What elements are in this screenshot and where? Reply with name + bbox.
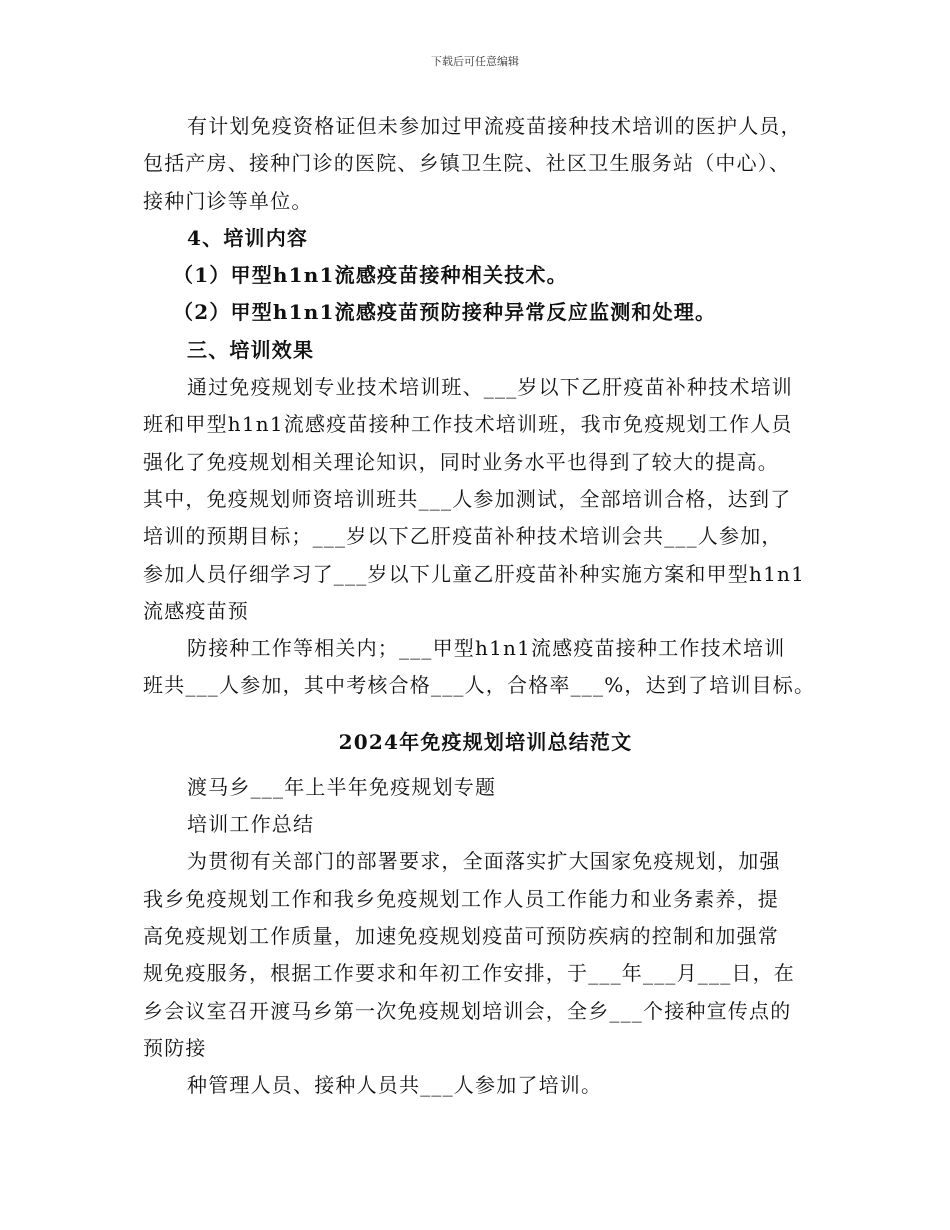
text-line: 渡马乡___年上半年免疫规划专题 xyxy=(187,774,497,799)
results-paragraph-1 xyxy=(143,369,828,630)
text-line: 为贯彻有关部门的部署要求，全面落实扩大国家免疫规划，加强 xyxy=(187,849,781,874)
text-line: 我乡免疫规划工作和我乡免疫规划工作人员工作能力和业务素养，提 xyxy=(143,886,779,911)
text-line: 流感疫苗预 xyxy=(143,598,249,623)
text-line: 高免疫规划工作质量，加速免疫规划疫苗可预防疾病的控制和加强常 xyxy=(143,923,779,948)
document-body xyxy=(143,108,828,1104)
text-line: 培训工作总结 xyxy=(187,812,315,837)
text-line: 通过免疫规划专业技术培训班、___岁以下乙肝疫苗补种技术培训 xyxy=(187,375,793,400)
section-heading-training-content: 4、培训内容 xyxy=(187,225,309,250)
list-item: （2）甲型h1n1流感疫苗预防接种异常反应监测和处理。 xyxy=(173,300,717,325)
section-heading-training-results: 三、培训效果 xyxy=(187,337,315,362)
text-line: 其中，免疫规划师资培训班共___人参加测试，全部培训合格，达到了 xyxy=(143,486,792,511)
page-header: 下载后可任意编辑 xyxy=(431,55,519,68)
text-line: 有计划免疫资格证但未参加过甲流疫苗接种技术培训的医护人员， xyxy=(187,114,802,138)
text-line: 防接种工作等相关内；___甲型h1n1流感疫苗接种工作技术培训 xyxy=(187,636,786,661)
results-paragraph-2 xyxy=(143,630,828,705)
text-line: 包括产房、接种门诊的医院、乡镇卫生院、社区卫生服务站（中心）、 xyxy=(143,151,791,176)
text-line: 规免疫服务，根据工作要求和年初工作安排，于___年___月___日，在 xyxy=(143,961,795,986)
text-line: 参加人员仔细学习了___岁以下儿童乙肝疫苗补种实施方案和甲型h1n1 xyxy=(143,561,806,586)
text-line: 乡会议室召开渡马乡第一次免疫规划培训会，全乡___个接种宣传点的 xyxy=(143,998,792,1023)
text-line: 预防接 xyxy=(143,1035,207,1060)
text-line: 培训的预期目标；___岁以下乙肝疫苗补种技术培训会共___人参加， xyxy=(143,524,783,549)
text-line: 接种门诊等单位。 xyxy=(143,188,313,213)
article-subtitle xyxy=(143,769,828,844)
article-paragraph-1 xyxy=(143,843,828,1067)
article-title: 2024年免疫规划培训总结范文 xyxy=(338,729,633,754)
intro-paragraph xyxy=(143,108,828,220)
article-paragraph-2 xyxy=(143,1067,828,1104)
text-line: 种管理人员、接种人员共___人参加了培训。 xyxy=(187,1073,603,1098)
text-line: 班和甲型h1n1流感疫苗接种工作技术培训班，我市免疫规划工作人员 xyxy=(143,412,793,437)
text-line: 班共___人参加，其中考核合格___人，合格率___%，达到了培训目标。 xyxy=(143,673,816,698)
text-line: 强化了免疫规划相关理论知识，同时业务水平也得到了较大的提高。 xyxy=(143,449,779,474)
list-item: （1）甲型h1n1流感疫苗接种相关技术。 xyxy=(173,263,568,288)
